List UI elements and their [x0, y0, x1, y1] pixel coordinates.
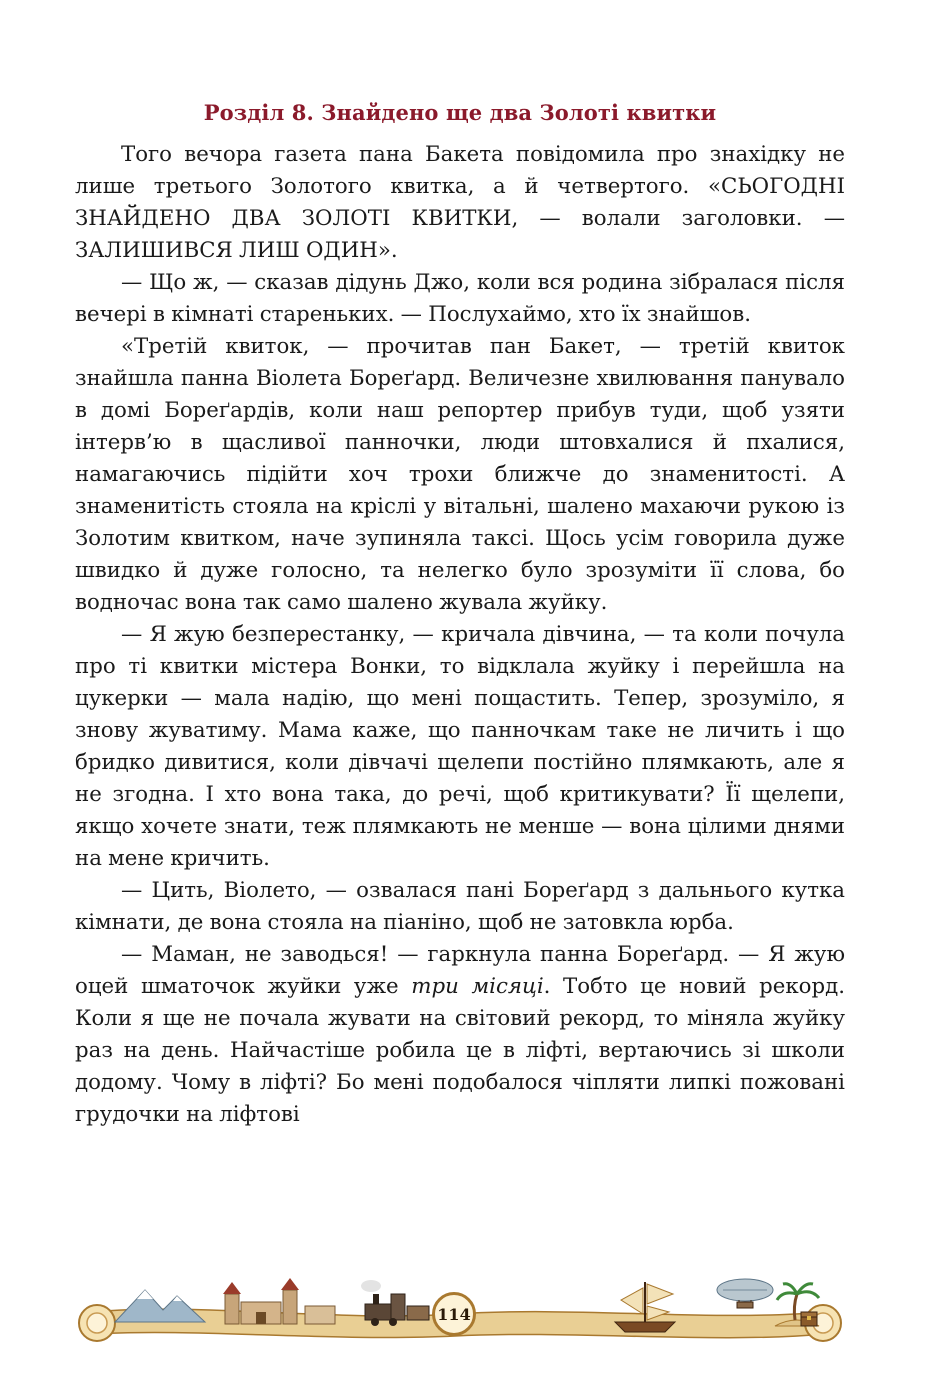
airship-icon	[717, 1279, 773, 1308]
page-content	[75, 100, 845, 1131]
paragraph-4: — Я жую безперестанку, — кричала дівчина, — та коли почула про ті квитки містера Вонки, то відклала жуйку і перейшла на цукерки — мала надію, що мені пощастить. Тепер, зрозуміло, я знову жуватиму. Мама каже, що панночкам таке не личить і що бридко дивитися, коли дівчачі щелепи постійно плямкають, але я не згодна. І хто вона така, до речі, щоб критикувати? Її щелепи, якщо хочете знати, теж плямкають не менше — вона цілими днями на мене кричить.	[75, 622, 845, 871]
paragraph-6-start: — Маман, не заводься! — гаркнула панна Бореґард. — Я жую оцей шматочок жуйки уже	[75, 942, 845, 999]
chapter-title: Розділ 8. Знайдено ще два Золоті квитки	[203, 100, 717, 125]
paragraph-6-italic: три місяці	[411, 974, 544, 999]
paragraph-6	[75, 939, 845, 1131]
paragraph-3: «Третій квиток, — прочитав пан Бакет, — третій квиток знайшла панна Віолета Бореґард. Величезне хвилювання панувало в домі Бореґардів, коли наш репортер прибув туди, щоб узяти інтерв’ю в щасливої панночки, люди штовхалися й пхалися, намагаючись підійти хоч трохи ближче до знаменитості. А знаменитість стояла на кріслі у вітальні, шалено махаючи рукою із Золотим квитком, наче зупиняла таксі. Щось усім говорила дуже швидко й дуже голосно, та нелегко було зрозуміти її слова, бо водночас вона так само шалено жувала жуйку.	[75, 334, 845, 615]
steam-train-icon	[361, 1280, 429, 1326]
mountain-icon	[115, 1290, 205, 1322]
paragraph-2: — Що ж, — сказав дідунь Джо, коли вся родина зібралася після вечері в кімнаті старенькиx. — Послухаймо, хто їх знайшов.	[75, 270, 845, 327]
sailing-ship-icon	[615, 1282, 675, 1332]
paragraph-6-end: . Тобто це новий рекорд. Коли я ще не почала жувати на світовий рекорд, то міняла жуйку раз на день. Найчастіше робила це в ліфті, вертаючись зі школи додому. Чому в ліфті? Бо мені подобалося чіпляти липкі пожовані грудочки на ліфтові	[75, 974, 846, 1127]
treasure-chest-icon	[801, 1312, 817, 1326]
paragraph-5: — Цить, Віолето, — озвалася пані Бореґард з дальнього кутка кімнати, де вона стояла на піаніно, щоб не затовкла юрба.	[75, 878, 845, 935]
page-number: 114	[432, 1292, 476, 1336]
paragraph-1: Того вечора газета пана Бакета повідомила про знахідку не лише третього Золотого квитка, а й четвертого. «СЬОГОДНІ ЗНАЙДЕНО ДВА ЗОЛОТІ КВИТКИ, — волали заголовки. — ЗАЛИШИВСЯ ЛИШ ОДИН».	[75, 142, 845, 263]
